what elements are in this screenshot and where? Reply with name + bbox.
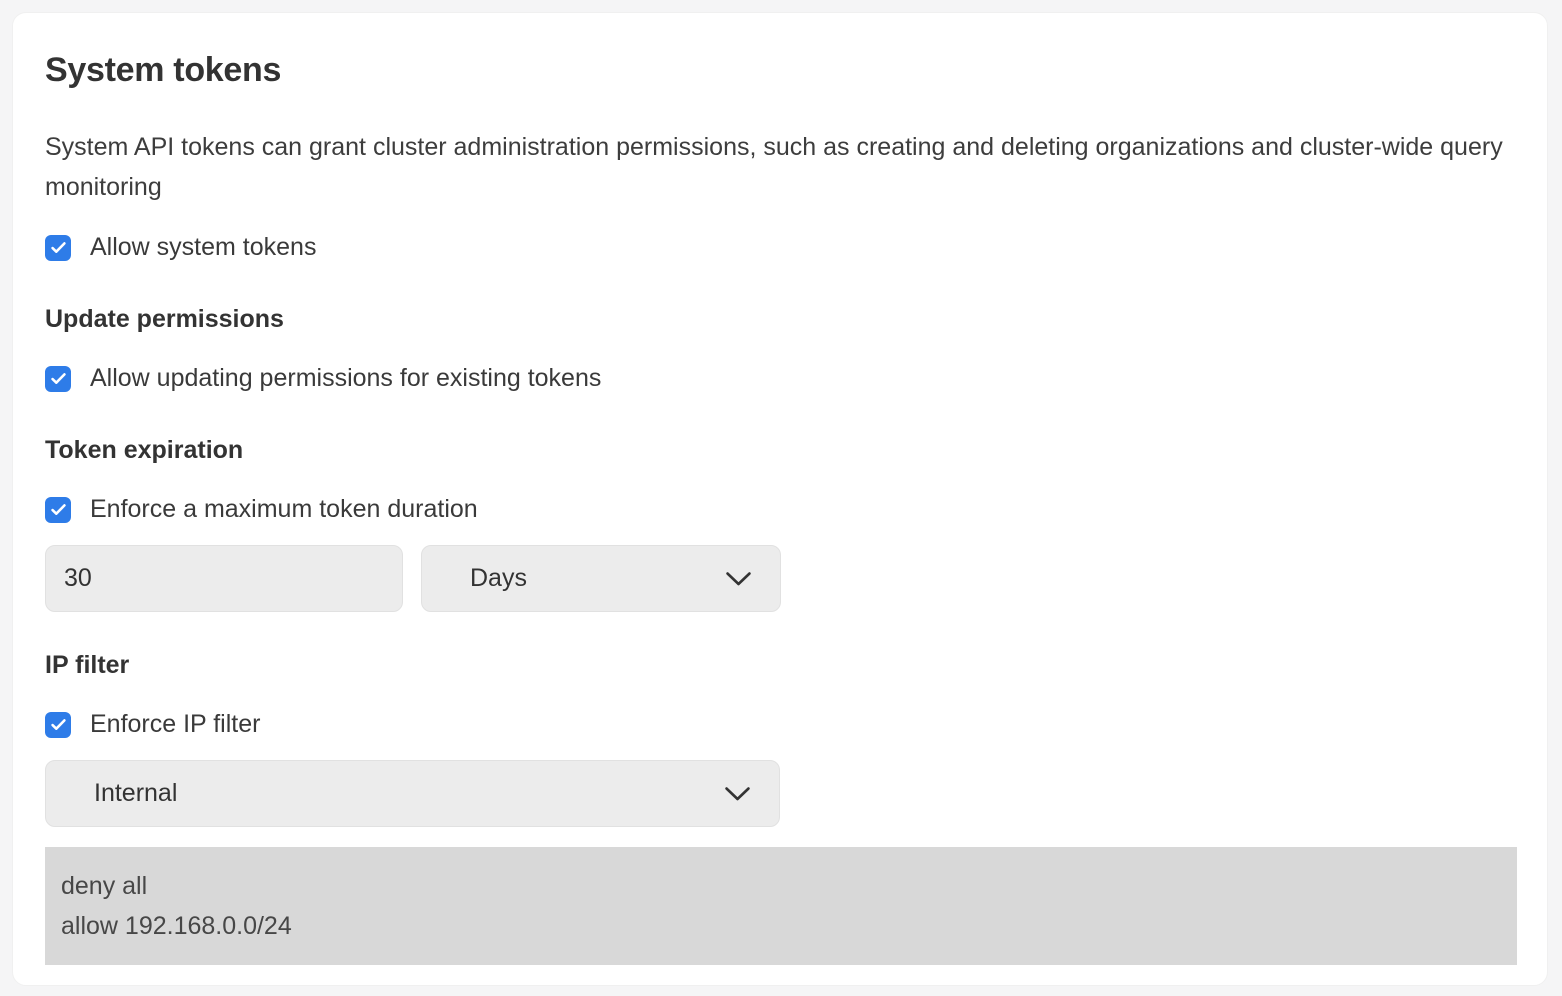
allow-system-tokens-checkbox[interactable] <box>45 235 71 261</box>
duration-unit-value: Days <box>470 564 527 592</box>
check-icon <box>49 500 68 519</box>
ip-filter-rules-textarea[interactable] <box>45 847 1517 965</box>
ip-filter-heading: IP filter <box>45 651 130 679</box>
enforce-max-duration-label: Enforce a maximum token duration <box>90 495 478 523</box>
token-expiration-heading: Token expiration <box>45 436 244 464</box>
chevron-down-icon <box>725 571 752 587</box>
ip-rule-line: allow 192.168.0.0/24 <box>61 912 292 940</box>
ip-filter-row <box>45 710 1515 739</box>
check-icon <box>49 715 68 734</box>
enforce-ip-filter-checkbox[interactable] <box>45 712 71 738</box>
chevron-down-icon <box>724 786 751 802</box>
enforce-max-duration-checkbox[interactable] <box>45 497 71 523</box>
allow-updating-permissions-checkbox[interactable] <box>45 366 71 392</box>
allow-system-tokens-label: Allow system tokens <box>90 233 317 261</box>
system-tokens-panel <box>12 12 1548 986</box>
duration-value-input[interactable] <box>45 545 403 612</box>
update-permissions-heading: Update permissions <box>45 305 284 333</box>
check-icon <box>49 238 68 257</box>
page-description: System API tokens can grant cluster administration permissions, such as creating and deleting organizations and cluster-wide query monitoring <box>45 133 1503 201</box>
ip-filter-type-value: Internal <box>94 779 178 807</box>
ip-filter-type-select[interactable] <box>45 760 780 827</box>
enforce-ip-filter-label: Enforce IP filter <box>90 710 261 738</box>
update-permissions-row <box>45 364 1515 393</box>
page-title: System tokens <box>45 51 282 89</box>
duration-unit-select[interactable] <box>421 545 781 612</box>
ip-rule-line: deny all <box>61 872 148 900</box>
allow-updating-permissions-label: Allow updating permissions for existing tokens <box>90 364 602 392</box>
token-expiration-row <box>45 495 1515 524</box>
check-icon <box>49 369 68 388</box>
allow-system-tokens-row <box>45 233 1515 262</box>
duration-controls <box>45 545 1515 612</box>
